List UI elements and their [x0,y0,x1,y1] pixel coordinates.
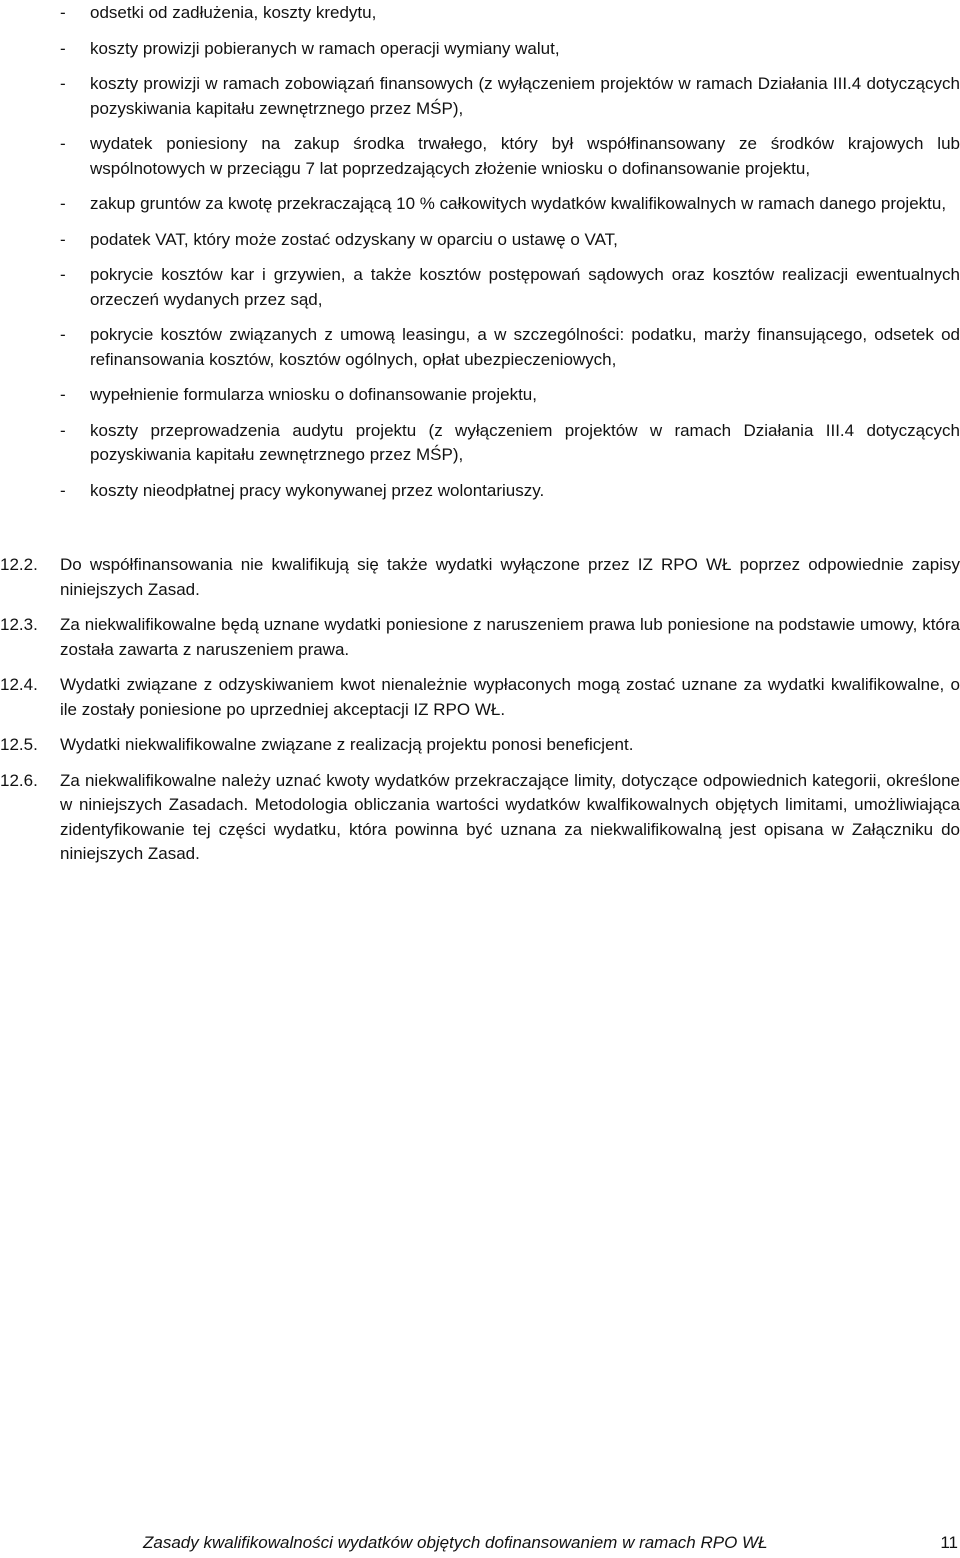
section-item [0,613,960,662]
list-item-text: pokrycie kosztów związanych z umową leasingu, a w szczególności: podatku, marży finansującego, odsetek od refinansowania kosztów, kosztów ogólnych, opłat ubezpieczeniowych, [90,325,960,369]
list-item-text: zakup gruntów za kwotę przekraczającą 10 % całkowitych wydatków kwalifikowalnych w ramach danego projektu, [90,194,947,213]
list-item-text: koszty przeprowadzenia audytu projektu (z wyłączeniem projektów w ramach Działania III.4 dotyczących pozyskiwania kapitału zewnętrznego przez MŚP), [90,420,960,464]
section-number: 12.5. [0,735,38,754]
list-item [60,323,960,372]
list-dash: - [60,38,66,58]
list-item [60,192,960,217]
section-text: Za niekwalifikowalne należy uznać kwoty wydatków przekraczające limity, dotyczące odpowiednich kategorii, określone w niniejszych Zasadach. Metodologia obliczania wartości wydatków kwalfikowalnych objętych limitami, umożliwiająca zidentyfikowanie tej części wydatku, która powinna być uznana za niekwalifikowalną jest opisana w Załączniku do niniejszych Zasad. [60,770,960,863]
list-item-text: odsetki od zadłużenia, koszty kredytu, [90,3,377,22]
list-item [60,1,960,26]
section-text: Za niekwalifikowalne będą uznane wydatki poniesione z naruszeniem prawa lub poniesione na podstawie umowy, która została zawarta z naruszeniem prawa. [60,615,960,659]
list-item-text: koszty nieodpłatnej pracy wykonywanej przez wolontariuszy. [90,480,545,500]
page-footer [0,1531,960,1557]
list-item-text: wypełnienie formularza wniosku o dofinansowanie projektu, [90,385,537,404]
page-number: 11 [940,1533,958,1552]
list-dash: - [60,229,66,249]
section-item [0,769,960,867]
list-dash: - [60,194,66,213]
section-item [0,733,960,758]
excluded-costs-list [60,1,960,514]
list-item-text: koszty prowizji pobieranych w ramach operacji wymiany walut, [90,38,560,58]
list-item [60,228,960,253]
list-item [60,72,960,121]
list-item [60,419,960,468]
list-item [60,132,960,181]
section-number: 12.6. [0,770,38,790]
list-dash: - [60,74,66,93]
section-number: 12.4. [0,675,38,694]
list-item [60,479,960,504]
list-dash: - [60,385,66,404]
footer-title: Zasady kwalifikowalności wydatków objętych dofinansowaniem w ramach RPO WŁ [143,1533,768,1552]
list-dash: - [60,420,66,440]
section-text: Do współfinansowania nie kwalifikują się także wydatki wyłączone przez IZ RPO WŁ poprzez odpowiednie zapisy niniejszych Zasad. [60,555,960,599]
section-text: Wydatki związane z odzyskiwaniem kwot nienależnie wypłaconych mogą zostać uznane za wydatki kwalifikowalne, o ile zostały poniesione po uprzedniej akceptacji IZ RPO WŁ. [60,675,960,719]
list-dash: - [60,480,66,500]
section-text: Wydatki niekwalifikowalne związane z realizacją projektu ponosi beneficjent. [60,735,634,754]
list-item [60,37,960,62]
numbered-sections [0,553,960,878]
list-dash: - [60,265,66,284]
list-item [60,383,960,408]
section-item [0,553,960,602]
list-item-text: wydatek poniesiony na zakup środka trwałego, który był współfinansowany ze środków krajowych lub wspólnotowych w przeciągu 7 lat poprzedzających złożenie wniosku o dofinansowanie projektu, [90,134,960,178]
list-item-text: koszty prowizji w ramach zobowiązań finansowych (z wyłączeniem projektów w ramach Działania III.4 dotyczących pozyskiwania kapitału zewnętrznego przez MŚP), [90,74,960,118]
list-item-text: podatek VAT, który może zostać odzyskany w oparciu o ustawę o VAT, [90,229,618,249]
section-number: 12.3. [0,615,38,634]
list-dash: - [60,325,66,344]
list-item [60,263,960,312]
section-item [0,673,960,722]
list-dash: - [60,134,66,153]
list-dash: - [60,3,66,22]
list-item-text: pokrycie kosztów kar i grzywien, a także kosztów postępowań sądowych oraz kosztów realizacji ewentualnych orzeczeń wydanych przez sąd, [90,265,960,309]
section-number: 12.2. [0,555,38,574]
